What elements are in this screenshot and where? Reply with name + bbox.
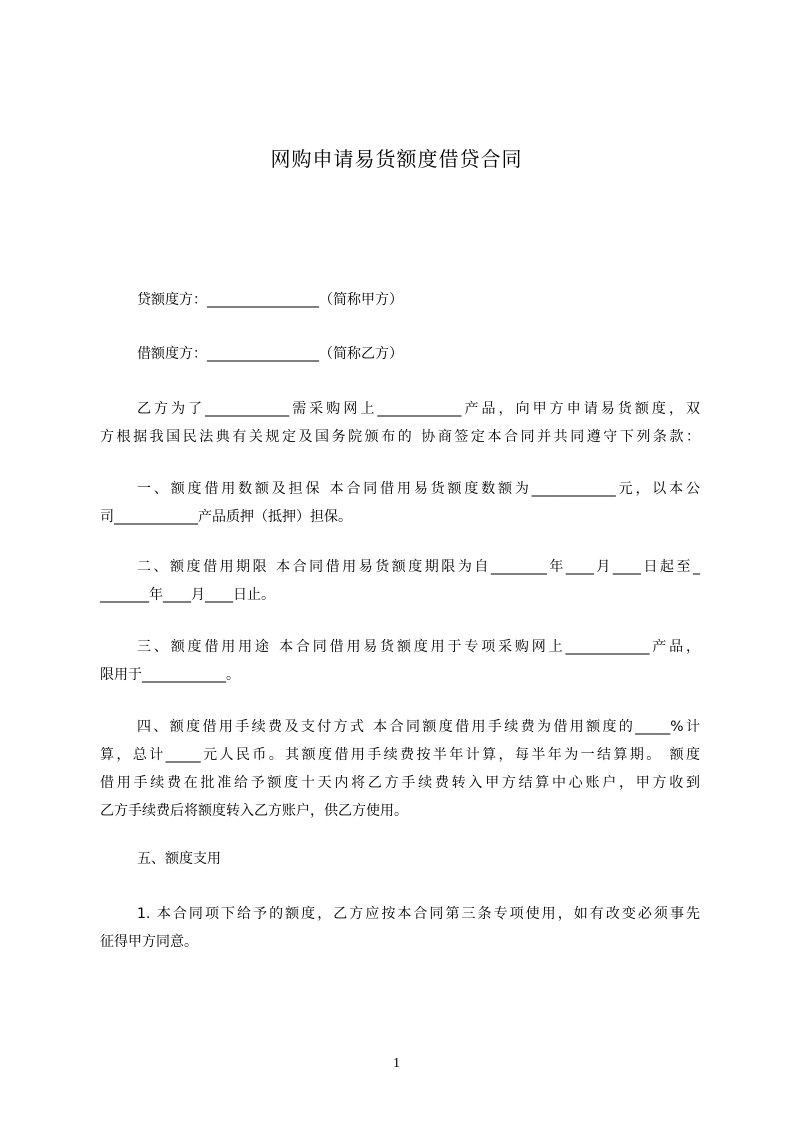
document-title: 网购申请易货额度借贷合同: [270, 147, 523, 171]
text-line: 四、额度借用手续费及支付方式 本合同额度借用手续费为借用额度的_____%计: [137, 719, 700, 735]
text-line: 乙方为了____________需采购网上____________产品，向甲方申请易货额度，双: [137, 401, 700, 417]
clause-5-heading: [100, 845, 700, 873]
lender-party-line: [100, 286, 700, 314]
clause-4-paragraph: [100, 713, 700, 825]
clause-1-paragraph: [100, 475, 700, 531]
text-line: 乙方手续费后将额度转入乙方账户，供乙方使用。: [100, 803, 408, 819]
text-line: 征得甲方同意。: [100, 934, 198, 950]
text-line: 1. 本合同项下给予的额度，乙方应按本合同第三条专项使用，如有改变必须事先: [137, 906, 700, 922]
intro-paragraph: [100, 395, 700, 451]
text-line: 二、额度借用期限 本合同借用易货额度期限为自________年____月____日起至_: [137, 559, 700, 575]
text-line: 借额度方：________________（简称乙方）: [137, 346, 403, 362]
text-line: 借用手续费在批准给予额度十天内将乙方手续费转入甲方结算中心账户，甲方收到: [100, 775, 700, 791]
clause-3-paragraph: [100, 633, 700, 689]
text-line: 司____________产品质押（抵押）担保。: [100, 509, 352, 525]
text-line: 方根据我国民法典有关规定及国务院颁布的 协商签定本合同并共同遵守下列条款：: [100, 429, 700, 445]
text-line: _______年____月____日止。: [100, 587, 275, 603]
page-number: 1: [393, 1056, 400, 1071]
borrower-party-line: [100, 340, 700, 368]
text-line: 一、额度借用数额及担保 本合同借用易货额度数额为____________元，以本公: [137, 481, 700, 497]
text-line: 贷额度方：________________（简称甲方）: [137, 292, 403, 308]
text-line: 三、额度借用用途 本合同借用易货额度用于专项采购网上____________产品，: [137, 639, 700, 655]
text-line: 算，总计_____元人民币。其额度借用手续费按半年计算，每半年为一结算期。 额度: [100, 747, 700, 763]
text-line: 限用于____________。: [100, 667, 240, 683]
text-line: 五、额度支用: [137, 851, 221, 867]
clause-5-item-1: [100, 900, 700, 956]
clause-2-paragraph: [100, 553, 700, 609]
